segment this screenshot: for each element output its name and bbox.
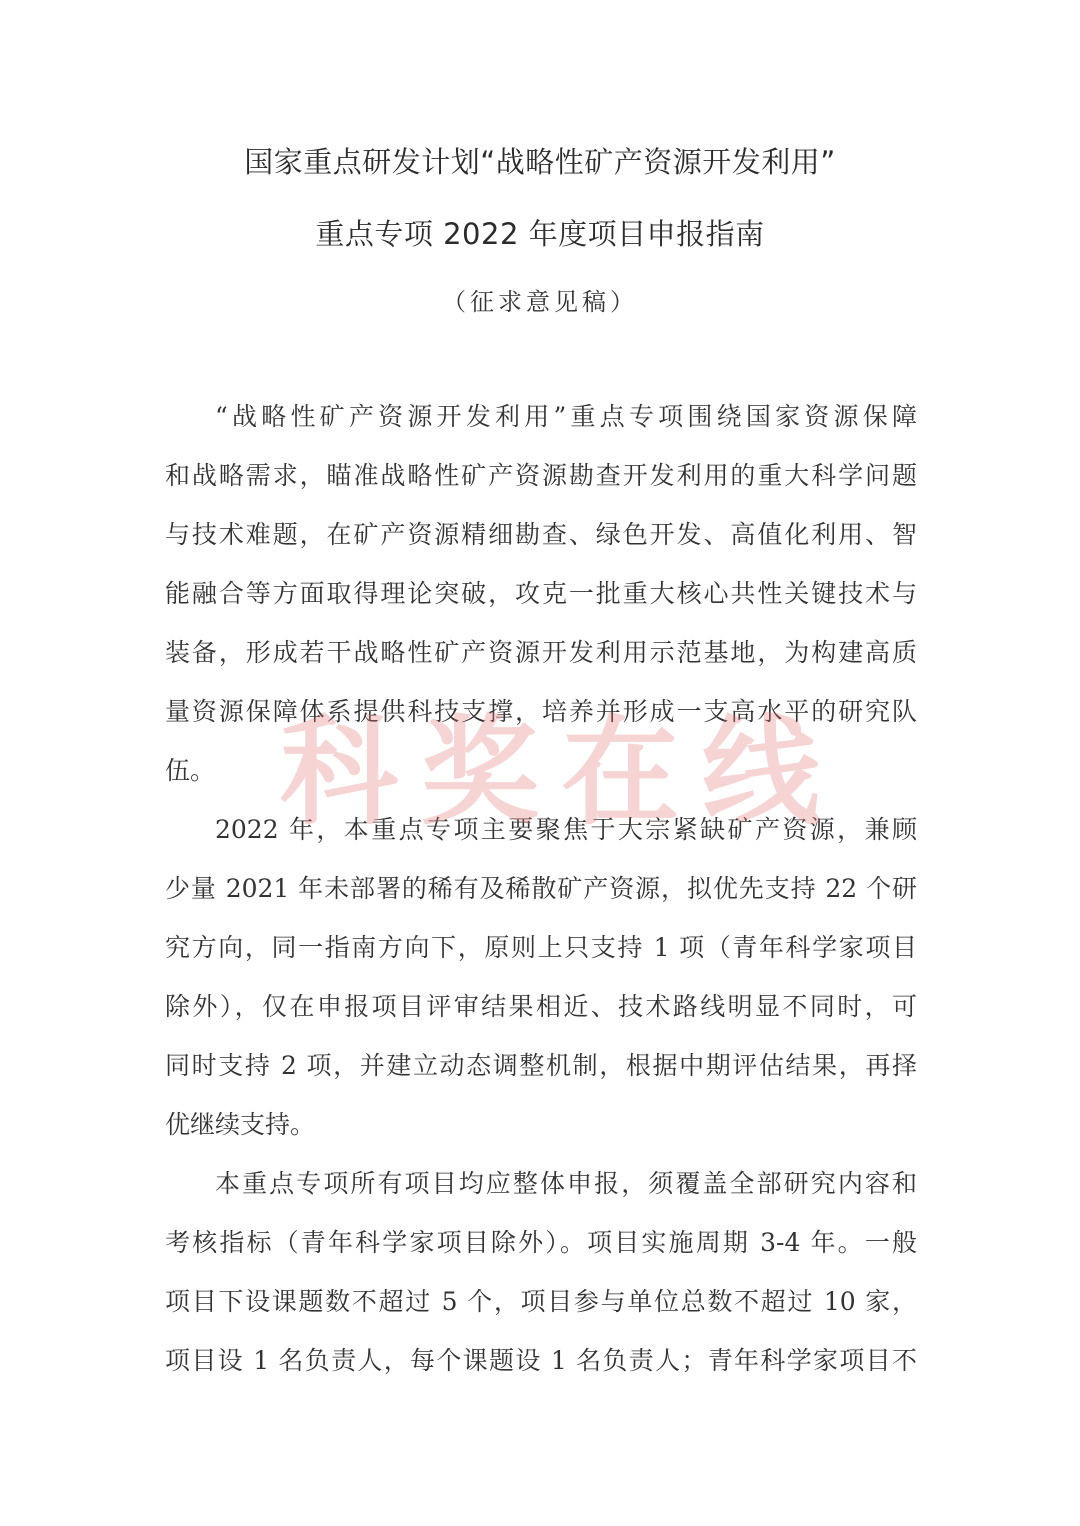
paragraph-2-line: 同时支持 2 项，并建立动态调整机制，根据中期评估结果，再择 [165, 1051, 917, 1080]
paragraph-1-line: “战略性矿产资源开发利用”重点专项围绕国家资源保障 [215, 402, 917, 431]
paragraph-2-line: 除外），仅在申报项目评审结果相近、技术路线明显不同时，可 [165, 992, 917, 1021]
paragraph-1-line: 能融合等方面取得理论突破，攻克一批重大核心共性关键技术与 [165, 579, 917, 608]
paragraph-1-line: 量资源保障体系提供科技支撑，培养并形成一支高水平的研究队 [165, 697, 917, 726]
document-title-line-1: 国家重点研发计划“战略性矿产资源开发利用” [244, 145, 836, 179]
paragraph-1-line: 和战略需求，瞄准战略性矿产资源勘查开发利用的重大科学问题 [165, 461, 917, 490]
paragraph-1-line: 伍。 [165, 756, 216, 785]
watermark-char: 奖 [420, 702, 539, 841]
paragraph-2-line: 优继续支持。 [165, 1110, 316, 1139]
watermark-char: 线 [701, 702, 820, 841]
paragraph-3-line: 项目下设课题数不超过 5 个，项目参与单位总数不超过 10 家， [165, 1287, 917, 1316]
paragraph-2-line: 2022 年，本重点专项主要聚焦于大宗紧缺矿产资源，兼顾 [215, 815, 917, 844]
watermark-char: 在 [561, 702, 680, 841]
document-title-line-2: 重点专项 2022 年度项目申报指南 [315, 217, 765, 251]
paragraph-2-line: 究方向，同一指南方向下，原则上只支持 1 项（青年科学家项目 [165, 933, 917, 962]
paragraph-3-line: 本重点专项所有项目均应整体申报，须覆盖全部研究内容和 [215, 1169, 917, 1198]
watermark-char: 科 [280, 702, 399, 841]
paragraph-3-line: 项目设 1 名负责人，每个课题设 1 名负责人；青年科学家项目不 [165, 1346, 917, 1375]
paragraph-1-line: 与技术难题，在矿产资源精细勘查、绿色开发、高值化利用、智 [165, 520, 917, 549]
document-subtitle: （征求意见稿） [442, 288, 638, 316]
paragraph-3-line: 考核指标（青年科学家项目除外）。项目实施周期 3-4 年。一般 [165, 1228, 917, 1257]
paragraph-2-line: 少量 2021 年未部署的稀有及稀散矿产资源，拟优先支持 22 个研 [165, 874, 917, 903]
paragraph-1-line: 装备，形成若干战略性矿产资源开发利用示范基地，为构建高质 [165, 638, 917, 667]
